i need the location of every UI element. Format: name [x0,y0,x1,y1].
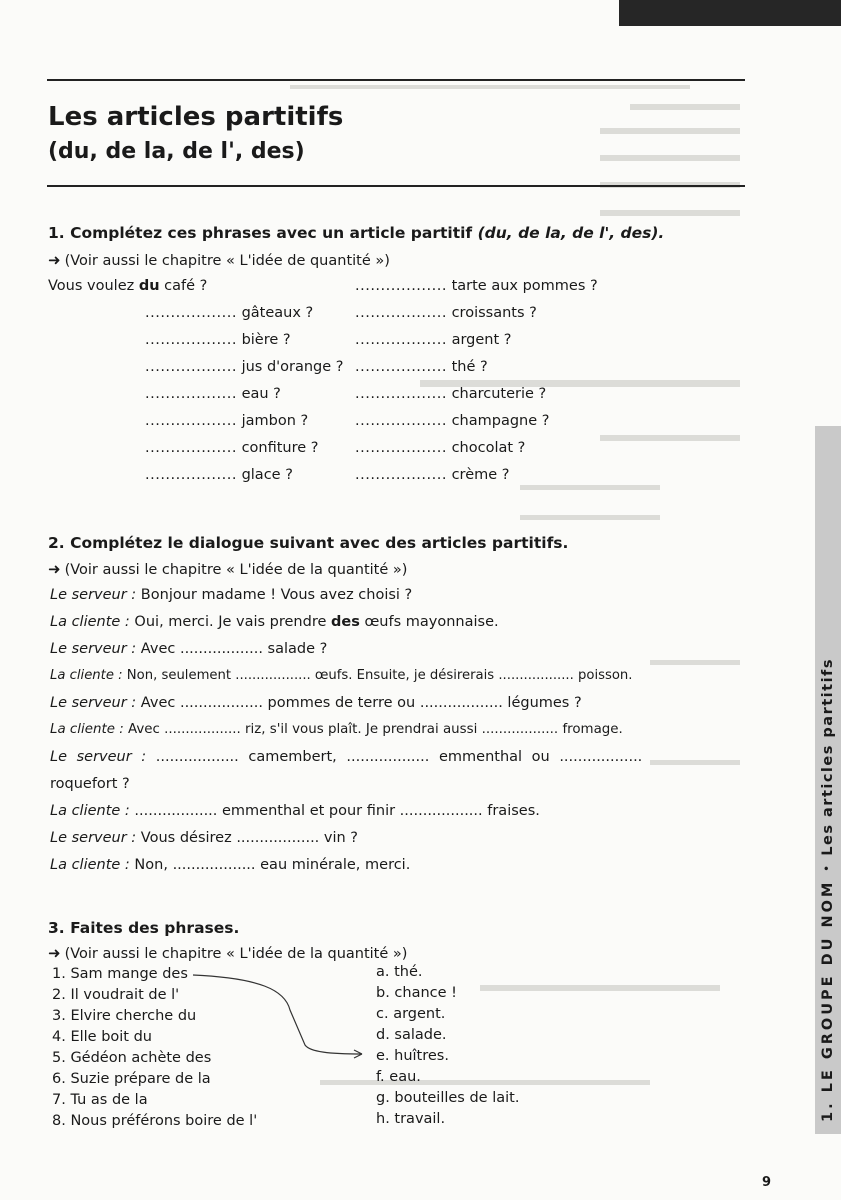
match-left-item: 8. Nous préférons boire de l' [52,1113,258,1129]
dialogue-line: Le serveur : Avec .................. pommes de terre ou .................. légumes ? [50,695,582,711]
match-left-item: 3. Elvire cherche du [52,1008,197,1024]
exercise-3-reference: ➜ (Voir aussi le chapitre « L'idée de la quantité ») [48,944,408,962]
exercise-1-item: .................. confiture ? [145,440,319,456]
dialogue-line: La cliente : .................. emmenthal et pour finir .................. fraises. [50,803,540,819]
match-right-item: c. argent. [376,1006,446,1022]
match-left-item: 7. Tu as de la [52,1092,148,1108]
exercise-1-reference: ➜ (Voir aussi le chapitre « L'idée de quantité ») [48,251,390,269]
exercise-1-item: .................. argent ? [355,332,512,348]
exercise-1-item: .................. chocolat ? [355,440,526,456]
arrow-right-icon: ➜ [48,944,61,962]
exercise-1-item: .................. eau ? [145,386,281,402]
exercise-3-heading: 3. Faites des phrases. [48,919,240,937]
chapter-side-label: 1. LE GROUPE DU NOM • Les articles partitifs [820,658,836,1122]
match-connector-arrow [0,0,400,1100]
dialogue-line: La cliente : Non, seulement .................. œufs. Ensuite, je désirerais .................. poisson. [50,668,633,683]
dialogue-line: Le serveur : .................. camembert, .................. emmenthal ou .................. [50,749,643,765]
exercise-1-item: .................. glace ? [145,467,293,483]
match-left-item: 6. Suzie prépare de la [52,1071,211,1087]
exercise-1-item: .................. bière ? [145,332,291,348]
exercise-1-item: .................. crème ? [355,467,510,483]
dialogue-line: Le serveur : Avec .................. salade ? [50,641,328,657]
match-right-item: b. chance ! [376,985,457,1001]
exercise-1-item: .................. croissants ? [355,305,537,321]
match-right-item: f. eau. [376,1069,421,1085]
corner-tab [619,0,841,26]
dialogue-line: roquefort ? [50,776,130,792]
arrow-right-icon: ➜ [48,560,61,578]
dialogue-line: La cliente : Oui, merci. Je vais prendre des œufs mayonnaise. [50,614,499,630]
exercise-1-item: .................. jambon ? [145,413,309,429]
page-number: 9 [762,1175,772,1190]
exercise-1-item: .................. champagne ? [355,413,550,429]
exercise-1-item: .................. gâteaux ? [145,305,314,321]
page-title: Les articles partitifs [48,102,344,132]
match-right-item: h. travail. [376,1111,446,1127]
match-right-item: a. thé. [376,964,423,980]
dialogue-line: Le serveur : Bonjour madame ! Vous avez choisi ? [50,587,413,603]
exercise-1-heading: 1. Complétez ces phrases avec un article partitif (du, de la, de l', des). [48,224,665,242]
arrow-right-icon: ➜ [48,251,61,269]
match-left-item: 4. Elle boit du [52,1029,152,1045]
dialogue-line: Le serveur : Vous désirez .................. vin ? [50,830,359,846]
match-left-item: 5. Gédéon achète des [52,1050,212,1066]
match-right-item: d. salade. [376,1027,447,1043]
exercise-1-item: .................. tarte aux pommes ? [355,278,598,294]
page-subtitle: (du, de la, de l', des) [48,139,305,164]
dialogue-line: La cliente : Non, .................. eau minérale, merci. [50,857,411,873]
exercise-1-item: .................. thé ? [355,359,488,375]
exercise-2-heading: 2. Complétez le dialogue suivant avec des articles partitifs. [48,534,569,552]
exercise-1-item: .................. jus d'orange ? [145,359,344,375]
match-right-item: g. bouteilles de lait. [376,1090,520,1106]
match-left-item: 2. Il voudrait de l' [52,987,180,1003]
exercise-1-intro: Vous voulez du café ? [48,278,208,294]
exercise-2-reference: ➜ (Voir aussi le chapitre « L'idée de la quantité ») [48,560,408,578]
dialogue-line: La cliente : Avec .................. riz, s'il vous plaît. Je prendrai aussi .................. fromage. [50,722,623,737]
match-left-item: 1. Sam mange des [52,966,188,982]
match-right-item: e. huîtres. [376,1048,449,1064]
exercise-1-item: .................. charcuterie ? [355,386,547,402]
